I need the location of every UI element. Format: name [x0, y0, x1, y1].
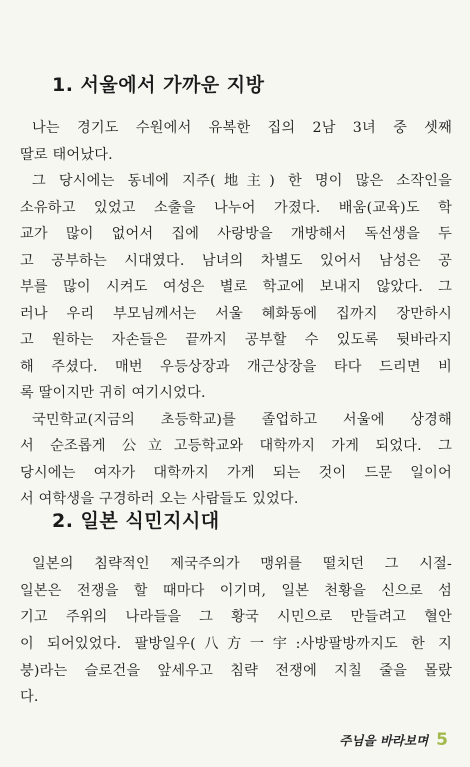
paragraph-line: 나는 경기도 수원에서 유복한 집의 2남 3녀 중 셋째: [32, 120, 452, 136]
paragraph-line: 일본의 침략적인 제국주의가 맹위를 떨치던 그 시절-: [32, 556, 452, 572]
paragraph-line: 서 순조롭게 公立고등학교와 대학까지 가게 되었다. 그: [20, 438, 452, 454]
page-number: 5: [436, 730, 448, 750]
paragraph-line: 이 되어있었다. 팔방일우(八方一宇:사방팔방까지도 한 지: [20, 636, 452, 653]
paragraph-line: 소유하고 있었고 소출을 나누어 가졌다. 배움(교육)도 학: [20, 199, 452, 216]
paragraph-line: 일본은 전쟁을 할 때마다 이기며, 일본 천황을 신으로 섬: [20, 582, 452, 599]
paragraph-line: 부를 많이 시켜도 여성은 별로 학교에 보내지 않았다. 그: [20, 279, 452, 295]
paragraph-line: 그 당시에는 동네에 지주(地主) 한 명이 많은 소작인을: [32, 173, 452, 189]
paragraph-line: 고 공부하는 시대였다. 남녀의 차별도 있어서 남성은 공: [20, 252, 452, 269]
paragraph-line: 러나 우리 부모님께서는 서울 혜화동에 집까지 장만하시: [20, 305, 452, 322]
paragraph-line: 서 여학생을 구경하러 오는 사람들도 있었다.: [20, 491, 299, 507]
section-2-heading: 2. 일본 식민지시대: [52, 510, 220, 532]
page-footer: [339, 730, 448, 750]
paragraph-line: 붕)라는 슬로건을 앞세우고 침략 전쟁에 지칠 줄을 몰랐: [20, 662, 452, 679]
paragraph-line: 기고 주위의 나라들을 그 황국 시민으로 만들려고 혈안: [20, 609, 452, 626]
paragraph-line: 교가 많이 없어서 집에 사랑방을 개방해서 독선생을 두: [20, 226, 452, 242]
paragraph-line: 국민학교(지금의 초등학교)를 졸업하고 서울에 상경해: [32, 411, 452, 428]
paragraph-line: 다.: [20, 689, 39, 706]
paragraph-line: 고 원하는 자손들은 끝까지 공부할 수 있도록 뒷바라지: [20, 332, 452, 348]
paragraph-line: 딸로 태어났다.: [20, 146, 113, 163]
paragraph-line: 해 주셨다. 매번 우등상장과 개근상장을 타다 드리면 비: [20, 358, 452, 375]
section-1-heading: 1. 서울에서 가까운 지방: [52, 74, 265, 96]
paragraph-line: 록 딸이지만 귀히 여기시었다.: [20, 385, 206, 401]
section-1-body: [20, 115, 452, 513]
section-2-body: [20, 551, 452, 711]
book-title: 주님을 바라보며: [339, 733, 429, 748]
paragraph-line: 당시에는 여자가 대학까지 가게 되는 것이 드문 일이어: [20, 464, 452, 481]
